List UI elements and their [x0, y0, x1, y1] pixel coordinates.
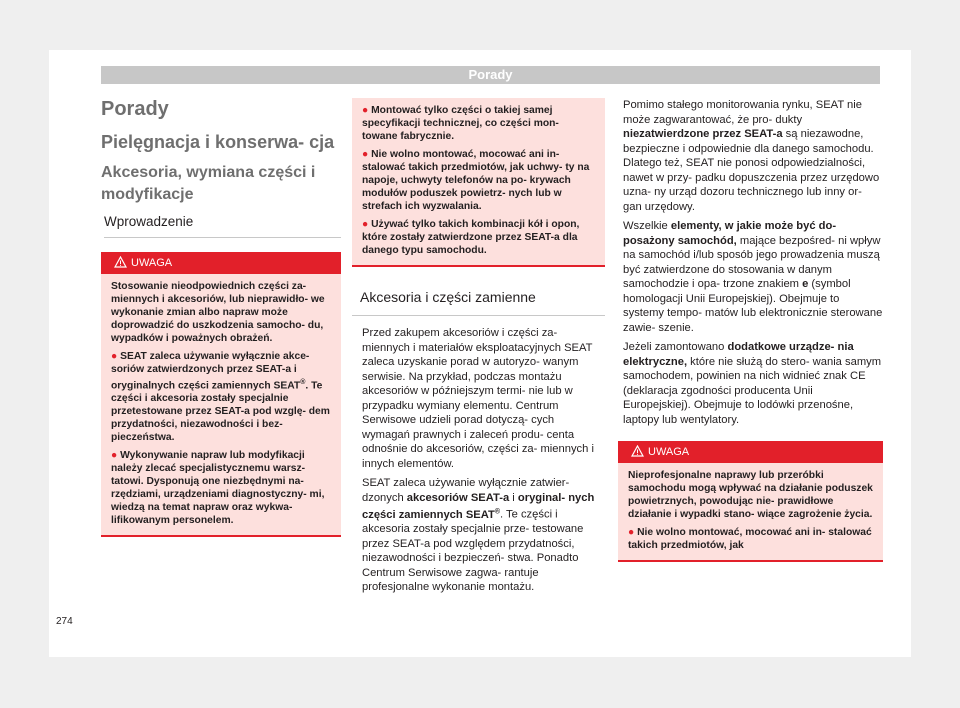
- topic-title: Wprowadzenie: [104, 214, 341, 238]
- bullet-icon: ●: [362, 149, 369, 160]
- bullet-icon: ●: [362, 105, 369, 116]
- bullet-icon: ●: [628, 527, 635, 538]
- manual-page: [49, 50, 911, 657]
- subsection-title: Akcesoria, wymiana części i modyfikacje: [101, 164, 316, 203]
- bullet-icon: ●: [111, 351, 118, 362]
- warning-paragraph: Nieprofesjonalne naprawy lub przeróbki samochodu mogą wpływać na działanie poduszek powietrznych, powodując nie- prawidłowe działanie i wypadki stano- wiące zagrożenie życia.: [628, 470, 873, 520]
- section-heading: Akcesoria i części zamienne: [360, 289, 536, 305]
- paragraph: Jeżeli zamontowano dodatkowe urządze- nia elektryczne, które nie służą do stero- wania samym samochodem, powinien na nich widnieć znak CE (deklaracja zgodności producenta Unii Europejskiej). Obejmuje to lodówki przenośne, laptopy lub wentylatory.: [623, 341, 882, 426]
- warning-title: UWAGA: [648, 446, 690, 458]
- column-right: [618, 98, 883, 562]
- warning-bullet: ● Nie wolno montować, mocować ani in- stalować takich przedmiotów, jak uchwy- ty na napoje, uchwyty telefonów na po- krywach modułów poduszek powietrz- nych lub w strefach ich wyzwalania.: [362, 149, 590, 212]
- warning-triangle-icon: [631, 445, 644, 457]
- paragraph: SEAT zaleca używanie wyłącznie zatwier- dzonych akcesoriów SEAT-a i oryginal- nych części zamiennych SEAT®. Te części i akcesoria zostały specjalnie prze- testowane przez SEAT-a pod względem przydatności, niezawodności i bezpieczeń- stwa. Ponadto Centrum Serwisowe zagwa- rantuje profesjonalne wykonanie montażu.: [362, 477, 595, 594]
- warning-box: [618, 441, 883, 562]
- warning-body: [101, 274, 341, 535]
- body-text: [352, 326, 605, 595]
- warning-box-continued: [352, 98, 605, 267]
- warning-triangle-icon: [114, 256, 127, 268]
- running-header: Porady: [101, 66, 880, 84]
- warning-body: [352, 98, 605, 265]
- body-text: [618, 98, 883, 427]
- paragraph: Pomimo stałego monitorowania rynku, SEAT nie może zagwarantować, że pro- dukty niezatwierdzone przez SEAT-a są niezawodne, bezpieczne i odpowiednie dla danego samochodu. Dlatego też, SEAT nie ponosi odpowiedzialności, nawet w przy- padku dopuszczenia przez urzędowo uzna- ny urząd dozoru technicznego lub inny or- gan urzędowy.: [623, 99, 880, 213]
- warning-paragraph: Stosowanie nieodpowiednich części za- miennych i akcesoriów, lub nieprawidło- we wykonanie zmian albo napraw może doprowadzić do uszkodzenia samocho- du, wypadków i poważnych obrażeń.: [111, 281, 325, 344]
- paragraph: Wszelkie elementy, w jakie może być do- posażony samochód, mające bezpośred- ni wpływ na samochód i/lub sposób jego prowadzenia muszą być zatwierdzone do stosowania w danym samochodzie i opa- trzone znakiem e (symbol homologacji Unii Europejskiej). Obejmuje to systemy tempo- matów lub elektronicznie sterowane zawie- szenie.: [623, 220, 883, 334]
- warning-bullet: ● Wykonywanie napraw lub modyfikacji należy zlecać specjalistycznemu warsz- tatowi. Dysponują one niezbędnymi na- rzędziami, urządzeniami diagnostyczny- mi, wiedzą na temat napraw oraz wykwa- lifikowanym personelem.: [111, 450, 325, 527]
- section-title: Pielęgnacja i konserwa- cja: [101, 132, 335, 152]
- ce-mark: CE: [849, 370, 866, 382]
- bullet-icon: ●: [111, 450, 118, 462]
- warning-bullet: ● Używać tylko takich kombinacji kół i opon, które zostały zatwierdzone przez SEAT-a dla danego typu samochodu.: [362, 219, 580, 256]
- warning-header: [101, 252, 341, 274]
- warning-bullet: ● Nie wolno montować, mocować ani in- stalować takich przedmiotów, jak: [628, 527, 872, 551]
- chapter-title: Porady: [101, 98, 169, 120]
- warning-body: [618, 463, 883, 560]
- paragraph: Przed zakupem akcesoriów i części za- miennych i materiałów eksploatacyjnych SEAT zaleca uzyskanie porad w autoryzo- wanym serwisie. Na przykład, podczas montażu akcesoriów w późniejszym termi- nie lub w przypadku wymiany elementu. Centrum Serwisowe udzieli porad dotyczą- cych wymagań prawnych i zaleceń produ- centa odnośnie do akcesoriów, części za- miennych i innych elementów.: [362, 327, 594, 470]
- column-middle: [352, 98, 605, 600]
- warning-title: UWAGA: [131, 257, 173, 269]
- bullet-icon: ●: [362, 219, 369, 230]
- warning-bullet: ● SEAT zaleca używanie wyłącznie akce- soriów zatwierdzonych przez SEAT-a i oryginalnych części zamiennych SEAT®. Te części i akcesoria zostały specjalnie przetestowane przez SEAT-a pod wzglę- dem przydatności, niezawodności i bez- pieczeństwa.: [111, 351, 330, 444]
- section-divider: [352, 289, 605, 316]
- warning-box: [101, 252, 341, 537]
- column-left: [101, 98, 341, 537]
- page-number: 274: [56, 616, 73, 627]
- warning-bullet: ● Montować tylko części o takiej samej specyfikacji technicznej, co części mon- towane fabrycznie.: [362, 105, 559, 142]
- warning-header: [618, 441, 883, 463]
